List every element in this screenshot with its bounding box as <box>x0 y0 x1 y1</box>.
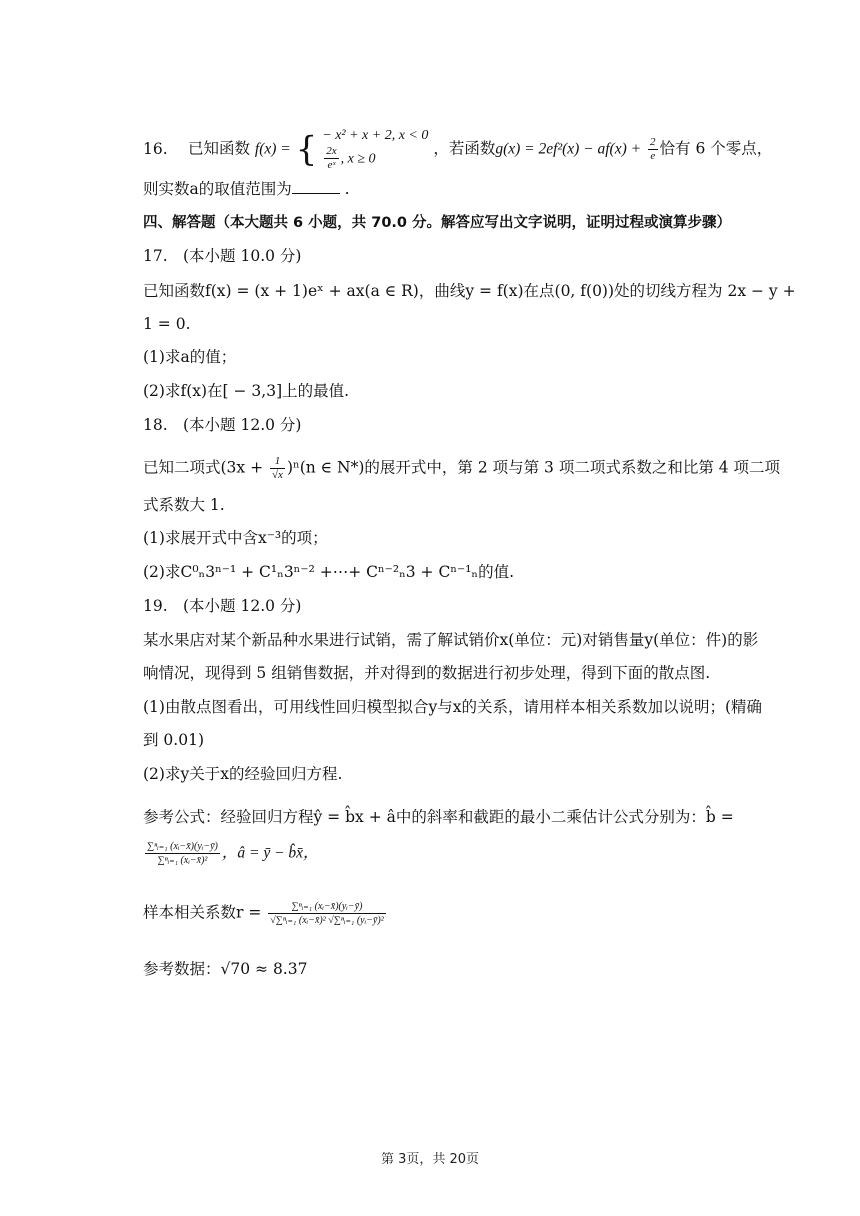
q17-part1: (1)求a的值； <box>143 348 237 366</box>
q16-piece2 <box>322 145 428 172</box>
q18-part1: (1)求展开式中含x⁻³的项； <box>143 529 328 547</box>
q19-r-num: ∑ⁿᵢ₌₁ (xᵢ−x̄)(yᵢ−ȳ) <box>268 900 385 914</box>
q18-number: 18. <box>143 416 168 434</box>
q19-r-intro: 样本相关系数r = <box>143 903 262 922</box>
q16-piece2-frac <box>324 145 338 172</box>
piecewise-brace-icon: { <box>295 129 318 170</box>
q16-number: 16. <box>143 139 168 158</box>
q17-header <box>143 245 301 267</box>
q18-line2: 式系数大 1. <box>143 496 225 514</box>
answer-blank <box>292 179 340 194</box>
q16-func: f(x) = <box>254 140 291 158</box>
q18-score: (本小题 12.0 分) <box>183 416 302 434</box>
q19-score: (本小题 12.0 分) <box>183 597 302 615</box>
q19-header <box>143 595 301 617</box>
q16-tail: 恰有 6 个零点， <box>659 139 773 158</box>
q16-mid: ，若函数 <box>433 139 496 158</box>
q19-b-frac <box>145 840 220 867</box>
q16-gexpr: g(x) = 2ef²(x) − af(x) + <box>495 140 642 158</box>
q19-line2: 响情况，现得到 5 组销售数据，并对得到的数据进行初步处理，得到下面的散点图. <box>143 664 711 682</box>
q19-line1: 某水果店对某个新品种水果进行试销，需了解试销价x(单位：元)对销售量y(单位：件)的影 <box>143 631 759 649</box>
q16-g-frac-den: e <box>650 150 656 162</box>
q16-intro: 已知函数 <box>187 139 250 158</box>
q16-piece2-num: 2x <box>326 145 337 157</box>
q19-r-den: √∑ⁿᵢ₌₁ (xᵢ−x̄)² √∑ⁿᵢ₌₁ (yᵢ−ȳ)² <box>270 915 384 926</box>
q16-line1 <box>143 127 772 172</box>
q19-part2: (2)求y关于x的经验回归方程. <box>143 765 343 783</box>
q17-number: 17. <box>143 247 168 265</box>
q18-part2: (2)求C⁰ₙ3ⁿ⁻¹ + C¹ₙ3ⁿ⁻² +⋯+ Cⁿ⁻²ₙ3 + Cⁿ⁻¹ₙ的值. <box>143 563 515 581</box>
q19-b-den: ∑ⁿᵢ₌₁ (xᵢ−x̄)² <box>157 855 208 866</box>
q16-g-frac-num: 2 <box>650 136 656 148</box>
q19-part1-a: (1)由散点图看出，可用线性回归模型拟合y与x的关系，请用样本相关系数加以说明；(精确 <box>143 698 763 716</box>
q16-line2-end: . <box>339 180 350 198</box>
q16-line2 <box>143 178 350 200</box>
q19-b-formula <box>143 840 319 867</box>
q17-line2: 1 = 0. <box>143 315 191 333</box>
q18-line1-b: )ⁿ(n ∈ N*)的展开式中，第 2 项与第 3 项二项式系数之和比第 4 项二项 <box>286 458 781 477</box>
q18-line1-a: 已知二项式(3x + <box>143 458 264 477</box>
q18-frac <box>270 455 285 482</box>
q18-header <box>143 414 301 436</box>
q19-r-formula <box>143 900 388 927</box>
page-footer: 第 3页，共 20页 <box>380 1152 480 1167</box>
q16-piece2-den: eˣ <box>327 159 336 171</box>
q19-data-ref: 参考数据：√70 ≈ 8.37 <box>143 960 308 978</box>
q17-line1: 已知函数f(x) = (x + 1)eˣ + ax(a ∈ R)，曲线y = f(x)在点(0, f(0))处的切线方程为 2x − y + <box>143 282 796 300</box>
q19-r-frac <box>268 900 385 927</box>
q19-b-num: ∑ⁿᵢ₌₁ (xᵢ−x̄)(yᵢ−ȳ) <box>147 841 218 852</box>
q16-line2-text: 则实数a的取值范围为 <box>143 180 292 198</box>
q18-line1 <box>143 455 780 482</box>
q16-piece1: − x² + x + 2, x < 0 <box>322 128 429 143</box>
q16-piece2-cond: , x ≥ 0 <box>340 151 376 167</box>
q16-g-frac <box>648 136 658 163</box>
section-heading: 四、解答题（本大题共 6 小题，共 70.0 分。解答应写出文字说明，证明过程或演算步骤） <box>143 215 732 231</box>
q19-a-formula: ，â = ȳ − b̂x̄， <box>221 844 319 862</box>
q19-part1-b: 到 0.01) <box>143 731 204 749</box>
q18-frac-den: √x <box>272 469 283 481</box>
q18-frac-num: 1 <box>270 455 285 469</box>
q17-part2: (2)求f(x)在[ − 3,3]上的最值. <box>143 382 350 400</box>
q17-score: (本小题 10.0 分) <box>183 247 302 265</box>
q19-formula-intro: 参考公式：经验回归方程ŷ = b̂x + â中的斜率和截距的最小二乘估计公式分别为：b̂ = <box>143 808 734 826</box>
q16-piecewise <box>322 127 428 172</box>
q19-number: 19. <box>143 597 168 615</box>
